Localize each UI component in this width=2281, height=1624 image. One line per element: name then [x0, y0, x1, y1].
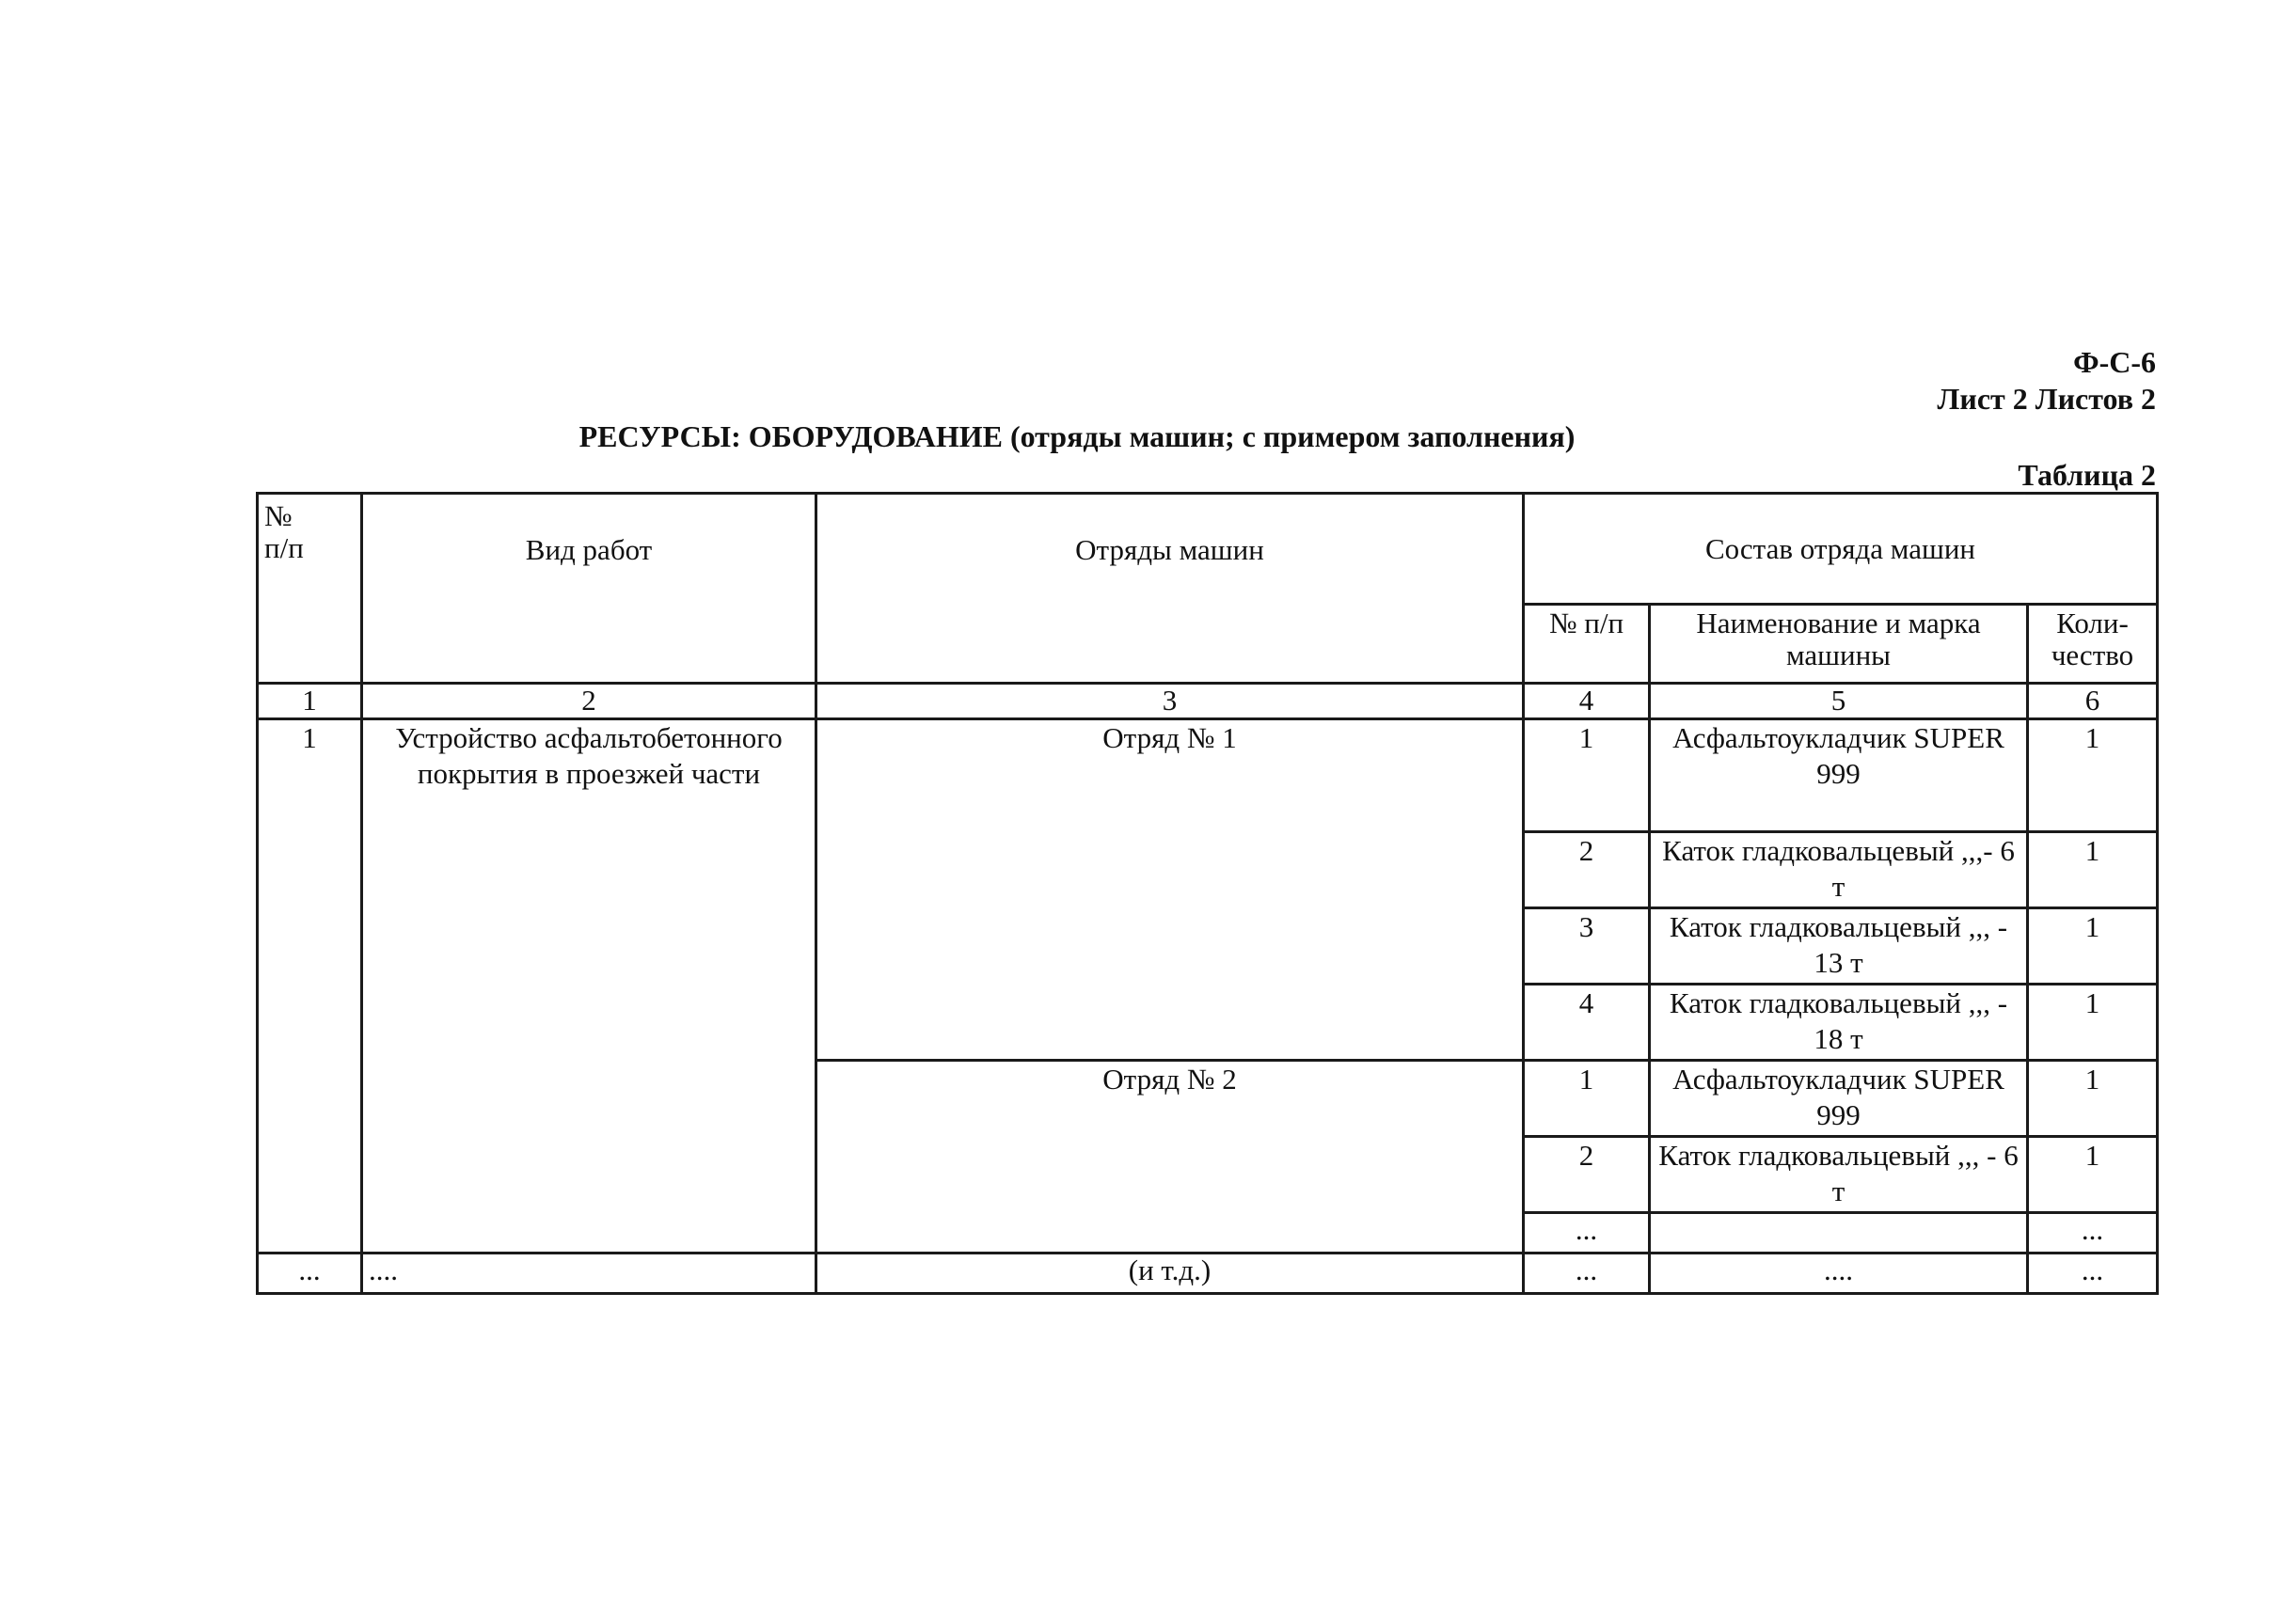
header-row: [258, 494, 2158, 605]
last-row-qty: ...: [2028, 1253, 2158, 1294]
column-number: 2: [362, 684, 816, 719]
machine-name: Каток гладковальцевый ,,, - 6 т: [1650, 1137, 2028, 1213]
resources-table: [256, 492, 2159, 1295]
column-number: 4: [1524, 684, 1650, 719]
machine-name: Асфальтоукладчик SUPER 999: [1650, 719, 2028, 832]
header-sub-num: № п/п: [1524, 605, 1650, 684]
header-work-type: Вид работ: [362, 494, 816, 684]
header-composition: Состав отряда машин: [1524, 494, 2158, 605]
last-row-work-type: ....: [362, 1253, 816, 1294]
machine-qty: 1: [2028, 719, 2158, 832]
machine-num: 3: [1524, 908, 1650, 985]
work-type-cell: Устройство асфальтобетонного покрытия в проезжей части: [362, 719, 816, 1253]
machine-qty: 1: [2028, 985, 2158, 1061]
machine-qty: 1: [2028, 1061, 2158, 1137]
machine-num: 1: [1524, 1061, 1650, 1137]
machine-num: 4: [1524, 985, 1650, 1061]
machine-qty: ...: [2028, 1213, 2158, 1253]
machine-qty: 1: [2028, 832, 2158, 908]
column-numbers-row: [258, 684, 2158, 719]
machine-name: Асфальтоукладчик SUPER 999: [1650, 1061, 2028, 1137]
column-number: 5: [1650, 684, 2028, 719]
last-row-sub-num: ...: [1524, 1253, 1650, 1294]
machine-qty: 1: [2028, 908, 2158, 985]
last-row-squads: (и т.д.): [816, 1253, 1524, 1294]
header-machine-name: Наименование и марка машины: [1650, 605, 2028, 684]
machine-num: ...: [1524, 1213, 1650, 1253]
table-label: Таблица 2: [2018, 458, 2156, 492]
header-quantity: Коли- чество: [2028, 605, 2158, 684]
machine-name: Каток гладковальцевый ,,,- 6 т: [1650, 832, 2028, 908]
column-number: 1: [258, 684, 362, 719]
squad-name: Отряд № 1: [816, 719, 1524, 1061]
row-num: 1: [258, 719, 362, 1253]
machine-qty: 1: [2028, 1137, 2158, 1213]
machine-name: Каток гладковальцевый ,,, - 13 т: [1650, 908, 2028, 985]
column-number: 6: [2028, 684, 2158, 719]
document-title: РЕСУРСЫ: ОБОРУДОВАНИЕ (отряды машин; с примером заполнения): [578, 419, 1576, 453]
machine-name: [1650, 1213, 2028, 1253]
column-number: 3: [816, 684, 1524, 719]
last-row-machine-name: ....: [1650, 1253, 2028, 1294]
header-num: № п/п: [258, 494, 362, 684]
header-squads: Отряды машин: [816, 494, 1524, 684]
machine-num: 1: [1524, 719, 1650, 832]
last-row-num: ...: [258, 1253, 362, 1294]
table-row: [258, 719, 2158, 832]
machine-num: 2: [1524, 1137, 1650, 1213]
form-code: Ф-С-6: [2073, 345, 2156, 379]
machine-name: Каток гладковальцевый ,,, - 18 т: [1650, 985, 2028, 1061]
sheet-info: Лист 2 Листов 2: [1937, 382, 2156, 416]
squad-name: Отряд № 2: [816, 1061, 1524, 1253]
machine-num: 2: [1524, 832, 1650, 908]
table-row: [258, 1253, 2158, 1294]
